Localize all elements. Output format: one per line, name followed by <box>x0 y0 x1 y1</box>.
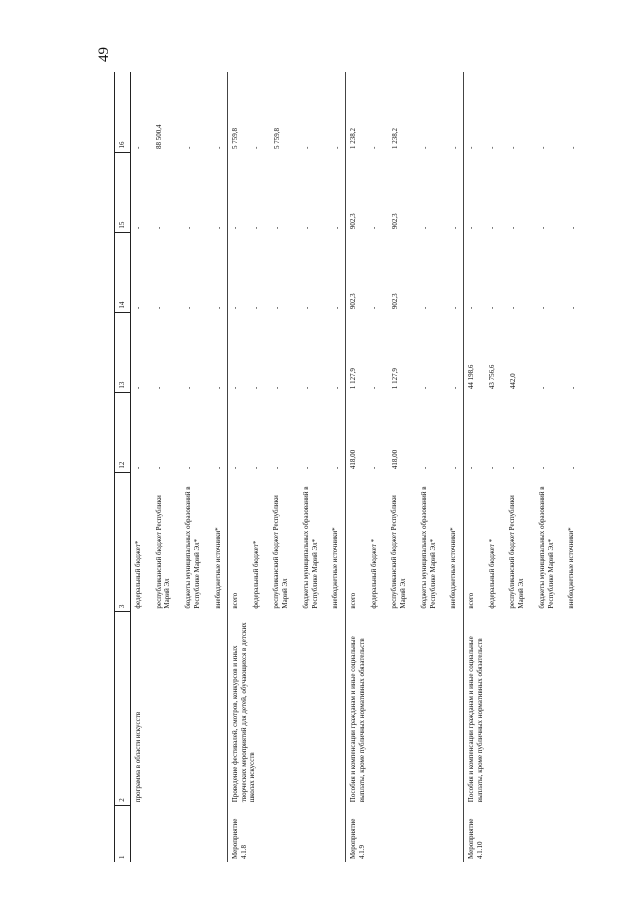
amount-value: 88 500,4 <box>154 124 163 150</box>
funding-source: бюджеты муниципальных образований в Республике Марий Эл* <box>537 486 555 609</box>
column-header: 3 <box>115 472 131 611</box>
measure-title-cell: Проведение фестивалей, смотров, конкурсов и иных творческих мероприятий для детей, обучающихся в детских школах искусств <box>227 612 345 806</box>
funding-source-cell <box>345 472 463 611</box>
amount-value: 5 759,8 <box>272 128 281 150</box>
amount-value: - <box>450 226 459 230</box>
amount-value: - <box>214 466 223 470</box>
amount-value: - <box>487 466 496 470</box>
amount-value: - <box>184 386 193 390</box>
amount-value: - <box>230 386 239 390</box>
amount-value: - <box>466 306 475 310</box>
amount-value: - <box>369 146 378 150</box>
amount-value: - <box>272 466 281 470</box>
funding-source: внебюджетные источники* <box>213 527 222 609</box>
amount-value: - <box>538 386 547 390</box>
amount-value: - <box>154 226 163 230</box>
funding-source: бюджеты муниципальных образований в Республике Марий Эл* <box>301 486 319 609</box>
amount-value: - <box>133 226 142 230</box>
amount-cell-v14 <box>227 232 345 312</box>
funding-source: внебюджетные источники* <box>449 527 458 609</box>
measure-code-cell <box>130 805 227 862</box>
amount-value: 902,3 <box>348 293 357 310</box>
amount-cell-v14 <box>130 232 227 312</box>
amount-value: - <box>184 146 193 150</box>
amount-value: - <box>508 466 517 470</box>
amount-value: - <box>133 306 142 310</box>
amount-value: - <box>332 306 341 310</box>
amount-value: - <box>508 146 517 150</box>
column-header: 13 <box>115 312 131 392</box>
amount-cell-v12 <box>227 392 345 472</box>
amount-value: - <box>450 466 459 470</box>
funding-source: внебюджетные источники* <box>331 527 340 609</box>
amount-value: - <box>133 466 142 470</box>
measure-code-cell: Мероприятие 4.1.10 <box>463 805 581 862</box>
amount-value: - <box>272 386 281 390</box>
funding-source: республиканский бюджет Республики Марий Эл <box>508 495 525 609</box>
funding-source: бюджеты муниципальных образований в Республике Марий Эл* <box>184 486 201 609</box>
amount-value: - <box>251 306 260 310</box>
amount-cell-v13 <box>227 312 345 392</box>
amount-value: 5 759,8 <box>230 128 239 150</box>
table-header-row <box>115 72 131 862</box>
amount-value: - <box>369 226 378 230</box>
funding-source: республиканский бюджет Республики Марий Эл <box>390 495 407 609</box>
measure-code-cell: Мероприятие 4.1.9 <box>345 805 463 862</box>
amount-value: - <box>214 226 223 230</box>
amount-value: - <box>369 466 378 470</box>
amount-value: - <box>214 306 223 310</box>
budget-table <box>114 72 581 862</box>
amount-value: - <box>332 146 341 150</box>
amount-value: - <box>466 226 475 230</box>
amount-value: 1 238,2 <box>390 128 399 150</box>
amount-value: - <box>302 386 311 390</box>
amount-value: - <box>214 146 223 150</box>
amount-cell-v16 <box>227 72 345 152</box>
amount-value: 902,3 <box>390 293 399 310</box>
amount-value: - <box>272 306 281 310</box>
amount-value: - <box>214 386 223 390</box>
amount-value: - <box>450 146 459 150</box>
amount-value: - <box>251 226 260 230</box>
amount-value: 418,00 <box>390 449 399 470</box>
amount-value: - <box>568 226 577 230</box>
funding-source-cell <box>463 472 581 611</box>
funding-source: республиканский бюджет Республики Марий Эл <box>154 495 172 609</box>
amount-cell-v16 <box>130 72 227 152</box>
column-header: 15 <box>115 152 131 232</box>
amount-value: - <box>184 306 193 310</box>
amount-value: - <box>538 226 547 230</box>
funding-source: республиканский бюджет Республики Марий Эл <box>272 495 289 609</box>
amount-value: 43 756,6 <box>487 364 496 390</box>
amount-value: - <box>251 466 260 470</box>
amount-value: - <box>466 146 475 150</box>
amount-value: - <box>154 466 163 470</box>
amount-value: - <box>230 306 239 310</box>
column-header: 12 <box>115 392 131 472</box>
funding-source: всего <box>348 592 357 609</box>
amount-value: 1 127,9 <box>390 368 399 390</box>
measure-title-cell: Пособия и компенсации гражданам и иные социальные выплаты, кроме публичных нормативных обязательств <box>345 612 463 806</box>
column-header: 16 <box>115 72 131 152</box>
amount-value: - <box>538 306 547 310</box>
amount-cell-v13 <box>130 312 227 392</box>
funding-source: всего <box>466 592 475 609</box>
amount-value: - <box>420 146 429 150</box>
amount-value: - <box>466 466 475 470</box>
amount-cell-v12 <box>345 392 463 472</box>
amount-cell-v15 <box>227 152 345 232</box>
amount-cell-v14 <box>463 232 581 312</box>
column-header: 2 <box>115 612 131 806</box>
amount-value: 902,3 <box>390 213 399 230</box>
amount-cell-v12 <box>463 392 581 472</box>
funding-source: федеральный бюджет* <box>133 540 142 609</box>
amount-value: - <box>154 306 163 310</box>
amount-value: - <box>508 306 517 310</box>
amount-value: 418,00 <box>348 449 357 470</box>
amount-cell-v15 <box>345 152 463 232</box>
amount-value: - <box>154 386 163 390</box>
amount-value: - <box>133 386 142 390</box>
amount-value: - <box>538 466 547 470</box>
amount-value: - <box>302 146 311 150</box>
amount-value: - <box>251 146 260 150</box>
amount-value: - <box>568 466 577 470</box>
amount-value: - <box>420 386 429 390</box>
amount-value: 902,3 <box>348 213 357 230</box>
amount-value: - <box>450 386 459 390</box>
amount-value: - <box>568 146 577 150</box>
rotated-page-content <box>114 72 577 862</box>
amount-value: - <box>487 306 496 310</box>
page-number: 49 <box>96 47 112 62</box>
measure-code-cell: Мероприятие 4.1.8 <box>227 805 345 862</box>
amount-value: - <box>133 146 142 150</box>
amount-cell-v16 <box>345 72 463 152</box>
funding-source: бюджеты муниципальных образований в Республике Марий Эл* <box>419 486 437 609</box>
amount-value: 44 198,6 <box>466 364 475 390</box>
funding-source: внебюджетные источники* <box>567 527 576 609</box>
amount-value: - <box>332 226 341 230</box>
column-header: 14 <box>115 232 131 312</box>
amount-cell-v13 <box>345 312 463 392</box>
table-section-row <box>463 72 581 862</box>
amount-cell-v13 <box>463 312 581 392</box>
amount-value: - <box>420 466 429 470</box>
amount-value: - <box>184 226 193 230</box>
column-header: 1 <box>115 805 131 862</box>
amount-value: 442,0 <box>508 373 517 390</box>
measure-title-cell: программа в области искусств <box>133 711 142 803</box>
table-section-row <box>345 72 463 862</box>
amount-value: - <box>272 226 281 230</box>
amount-value: - <box>487 146 496 150</box>
table-section-row <box>130 72 227 862</box>
funding-source-cell <box>227 472 345 611</box>
amount-value: - <box>369 306 378 310</box>
amount-value: - <box>184 466 193 470</box>
amount-value: 1 238,2 <box>348 128 357 150</box>
amount-value: - <box>230 466 239 470</box>
amount-cell-v15 <box>463 152 581 232</box>
amount-value: - <box>369 386 378 390</box>
amount-value: - <box>332 466 341 470</box>
funding-source: всего <box>230 592 239 609</box>
amount-cell-v15 <box>130 152 227 232</box>
amount-value: - <box>302 466 311 470</box>
amount-cell-v16 <box>463 72 581 152</box>
amount-value: - <box>251 386 260 390</box>
amount-value: - <box>568 386 577 390</box>
amount-value: - <box>508 226 517 230</box>
amount-value: - <box>302 306 311 310</box>
table-section-row <box>227 72 345 862</box>
amount-value: - <box>568 306 577 310</box>
amount-value: - <box>332 386 341 390</box>
amount-value: 1 127,9 <box>348 368 357 390</box>
funding-source: федеральный бюджет* <box>251 540 260 609</box>
amount-value: - <box>538 146 547 150</box>
amount-value: - <box>420 226 429 230</box>
amount-value: - <box>230 226 239 230</box>
amount-cell-v14 <box>345 232 463 312</box>
funding-source-cell <box>130 472 227 611</box>
measure-title-cell: Пособия и компенсации гражданам и иные социальные выплаты, кроме публичных нормативных обязательств <box>463 612 581 806</box>
amount-value: - <box>420 306 429 310</box>
amount-value: - <box>487 226 496 230</box>
amount-value: - <box>450 306 459 310</box>
amount-value: - <box>302 226 311 230</box>
amount-cell-v12 <box>130 392 227 472</box>
funding-source: федеральный бюджет * <box>487 538 496 609</box>
funding-source: федеральный бюджет * <box>369 538 378 609</box>
